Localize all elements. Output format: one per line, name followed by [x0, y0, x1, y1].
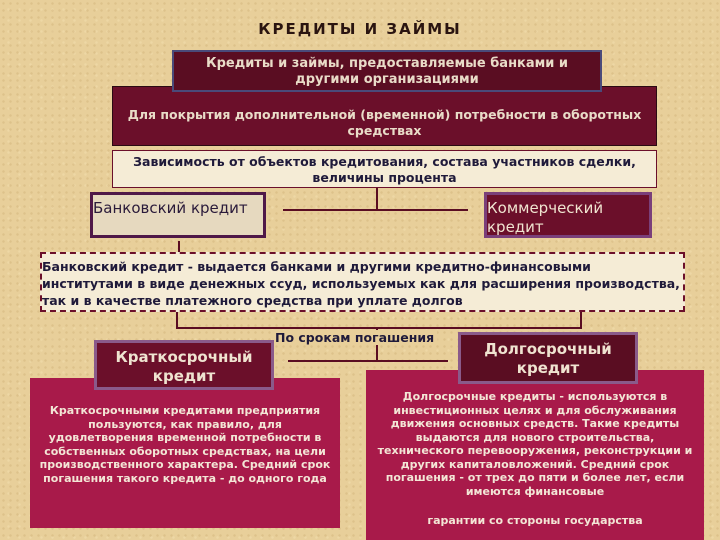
long-term-description-tail: гарантии со стороны государства	[427, 514, 643, 527]
commercial-credit-box: Коммерческий кредит	[484, 192, 652, 238]
page-title: КРЕДИТЫ И ЗАЙМЫ	[258, 20, 462, 38]
bank-credit-box: Банковский кредит	[90, 192, 266, 238]
long-term-credit-box: Долгосрочный кредит	[458, 332, 638, 384]
connector-terms-horizontal	[288, 360, 448, 362]
terms-label: По срокам погашения	[272, 330, 437, 345]
connector-def-right	[580, 312, 582, 328]
connector-def-left	[176, 312, 178, 328]
purpose-box: Для покрытия дополнительной (временной) потребности в оборотных средствах	[112, 86, 657, 146]
dependence-box: Зависимость от объектов кредитования, состава участников сделки, величины процента	[112, 150, 657, 188]
long-term-description	[366, 370, 704, 540]
short-term-description: Краткосрочными кредитами предприятия пользуются, как правило, для удовлетворения временной потребности в собственных оборотных средствах, на цели производственного характера. Средний срок погашения такого кредита - до одного года	[30, 378, 340, 528]
connector-def-bottom	[176, 327, 582, 329]
connector-center-vertical	[376, 188, 378, 210]
connector-types-horizontal	[283, 209, 468, 211]
loans-definition-box: Кредиты и займы, предоставляемые банками и другими организациями	[172, 50, 602, 92]
bank-credit-definition: Банковский кредит - выдается банками и другими кредитно-финансовыми институтами в виде денежных ссуд, используемых как для расширения производства, так и в качестве платежного средства при уплате долгов	[40, 252, 685, 312]
long-term-description-text: Долгосрочные кредиты - используются в инвестиционных целях и для обслуживания движения основных средств. Такие кредиты выдаются для нового строительства, технического перевооружения, реконструкции и других капиталовложений. Средний срок погашения - от трех до пяти и более лет, если имеются финансовые	[377, 390, 693, 498]
short-term-credit-box: Краткосрочный кредит	[94, 340, 274, 390]
